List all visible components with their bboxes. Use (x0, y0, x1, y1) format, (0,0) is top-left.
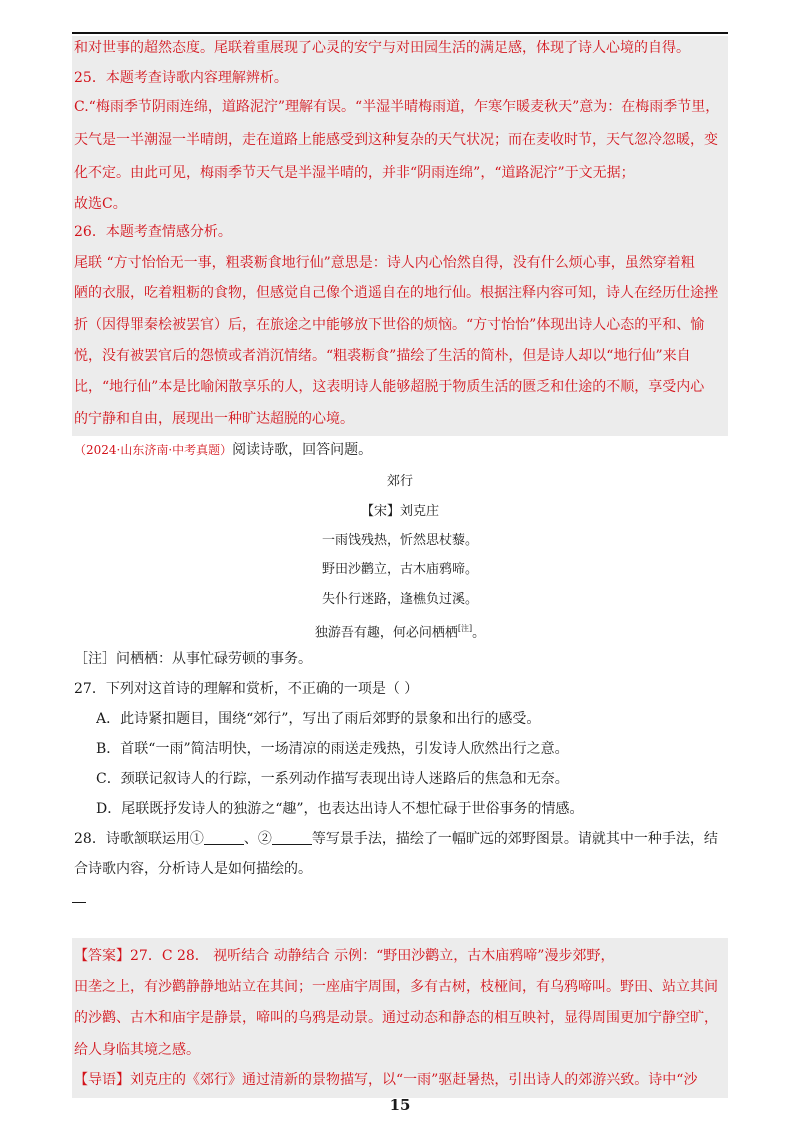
poem-note: ［注］问栖栖：从事忙碌劳顿的事务。 (74, 651, 312, 667)
question-instruction: 阅读诗歌，回答问题。 (232, 442, 373, 458)
analysis-line: 化不定。由此可见，梅雨季节天气是半湿半晴的，并非“阴雨连绵”，“道路泥泞”于文无据； (74, 165, 635, 181)
answer-space-dash (72, 902, 86, 903)
poem-line-end: 。 (472, 625, 486, 641)
analysis-line: 折（因得罪秦桧被罢官）后，在旅途之中能够放下世俗的烦恼。“方寸怡怡”体现出诗人心态的平和、愉 (74, 317, 705, 333)
poem-line: 一雨饯残热，忻然思杖藜。 (321, 533, 478, 548)
analysis-line: 天气是一半潮湿一半晴朗，走在道路上能感受到这种复杂的天气状况；而在麦收时节，天气忽冷忽暖，变 (74, 132, 718, 148)
poem-line: 野田沙鹳立，古木庙鸦啼。 (321, 562, 478, 577)
poem-title: 郊行 (386, 474, 413, 489)
question-intro (74, 440, 726, 460)
analysis-line: C.“梅雨季节阴雨连绵，道路泥泞”理解有误。“半湿半晴梅雨道，乍寒乍暖麦秋天”意为：在梅雨季节里， (74, 99, 720, 115)
q28-text: 等写景手法，描绘了一幅旷远的郊野图景。请就其中一种手法，结 (311, 831, 718, 847)
q26-heading: 26．本题考查情感分析。 (74, 224, 232, 240)
guide-line: 【导语】刘克庄的《郊行》通过清新的景物描写，以“一雨”驱赶暑热，引出诗人的郊游兴致。诗中“沙 (74, 1072, 698, 1088)
poem-line: 失仆行迷路，逢樵负过溪。 (321, 592, 478, 607)
q28-stem-line2: 合诗歌内容，分析诗人是如何描绘的。 (74, 861, 312, 877)
q28-text: 28．诗歌颔联运用① (74, 831, 204, 847)
poem-line-text: 独游吾有趣，何必问栖栖 (314, 625, 458, 641)
q27-stem: 27．下列对这首诗的理解和赏析，不正确的一项是（ ） (74, 681, 419, 697)
page-number: 15 (389, 1096, 411, 1114)
answer-choice: 故选C。 (74, 196, 127, 212)
analysis-line: 悦，没有被罢官后的怨愤或者消沉情绪。“粗裘粝食”描绘了生活的简朴，但是诗人却以“地行仙”来自 (74, 348, 691, 364)
analysis-line: 的宁静和自由，展现出一种旷达超脱的心境。 (74, 411, 354, 427)
q27-option-c: C．颈联记叙诗人的行踪，一系列动作描写表现出诗人迷路后的焦急和无奈。 (96, 771, 569, 787)
q25-heading: 25．本题考查诗歌内容理解辨析。 (74, 70, 288, 86)
header-rule (72, 32, 728, 34)
poem-author: 【宋】刘克庄 (360, 504, 439, 519)
poem-line (0, 619, 800, 643)
analysis-line: 比，“地行仙”本是比喻闲散享乐的人，这表明诗人能够超脱于物质生活的匮乏和仕途的不顺，享受内心 (74, 379, 705, 395)
analysis-line: 和对世事的超然态度。尾联着重展现了心灵的安宁与对田园生活的满足感，体现了诗人心境的自得。 (74, 40, 690, 56)
blank-1[interactable] (204, 830, 244, 845)
answer-line: 田垄之上，有沙鹳静静地站立在其间；一座庙宇周围，多有古树，枝桠间，有乌鸦啼叫。野田、站立其间 (74, 979, 718, 995)
note-marker: [注] (457, 624, 473, 633)
q27-option-d: D．尾联既抒发诗人的独游之“趣”，也表达出诗人不想忙碌于世俗事务的情感。 (96, 801, 584, 817)
q28-text: 、② (243, 831, 272, 847)
analysis-line: 陋的衣服，吃着粗粝的食物，但感觉自己像个逍遥自在的地行仙。根据注释内容可知，诗人在经历仕途挫 (74, 285, 718, 301)
analysis-line: 尾联 “方寸怡怡无一事，粗裘粝食地行仙”意思是：诗人内心怡然自得，没有什么烦心事，虽然穿着粗 (74, 255, 695, 271)
answer-line: 的沙鹳、古木和庙宇是静景，啼叫的乌鸦是动景。通过动态和静态的相互映衬，显得周围更加宁静空旷， (74, 1010, 718, 1026)
answer-line: 【答案】27．C 28． 视听结合 动静结合 示例：“野田沙鹳立，古木庙鸦啼”漫步郊野， (74, 948, 615, 964)
q27-option-b: B．首联“一雨”简洁明快，一场清凉的雨送走残热，引发诗人欣然出行之意。 (96, 741, 569, 757)
q28-stem (74, 829, 726, 849)
answer-line: 给人身临其境之感。 (74, 1042, 200, 1058)
q27-option-a: A．此诗紧扣题目，围绕“郊行”，写出了雨后郊野的景象和出行的感受。 (96, 711, 541, 727)
question-source: （2024·山东济南·中考真题） (74, 443, 233, 457)
blank-2[interactable] (272, 830, 312, 845)
